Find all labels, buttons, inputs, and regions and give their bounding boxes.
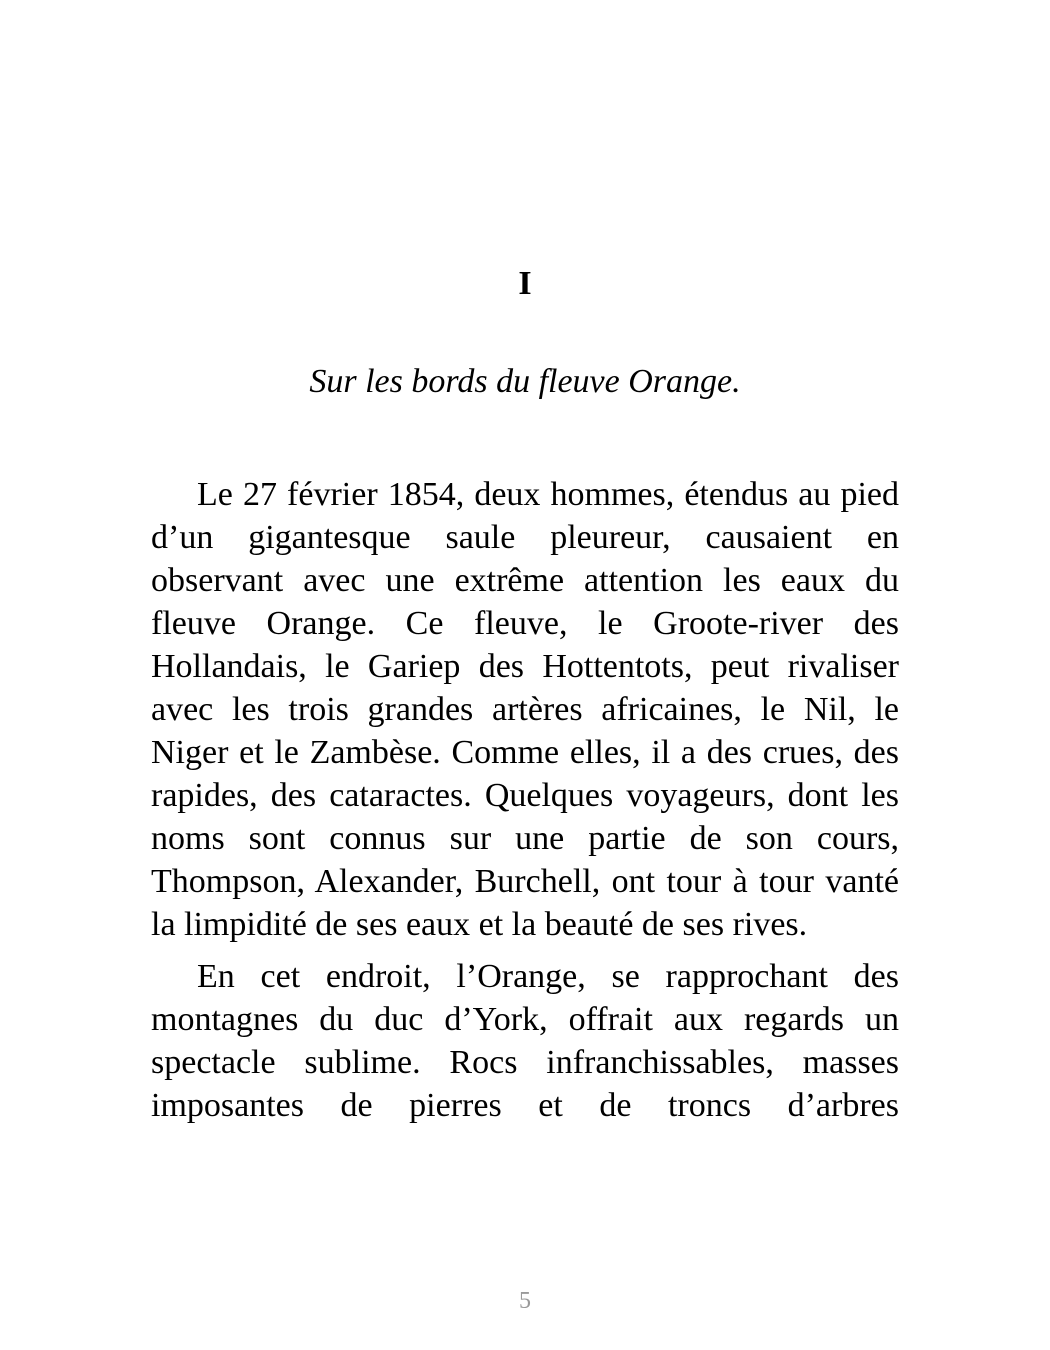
page-number: 5 bbox=[519, 1288, 531, 1314]
chapter-number: I bbox=[518, 265, 532, 302]
paragraph-1: Le 27 février 1854, deux hommes, étendus au pied d’un gigantesque saule pleureur, causaient en observant avec une extrême attention les eaux du fleuve Orange. Ce fleuve, le Groote-river des Hollandais, le Gariep des Hottentots, peut rivaliser avec les trois grandes artères africaines, le Nil, le Niger et le Zambèse. Comme elles, il a des crues, des rapides, des cataractes. Quelques voyageurs, dont les noms sont connus sur une partie de son cours, Thompson, Alexander, Burchell, ont tour à tour vanté la limpidité de ses eaux et la beauté de ses rives. bbox=[151, 476, 899, 943]
chapter-title: Sur les bords du fleuve Orange. bbox=[309, 363, 741, 400]
body-text bbox=[151, 473, 899, 1136]
paragraph-2: En cet endroit, l’Orange, se rapprochant des montagnes du duc d’York, offrait aux regards un spectacle sublime. Rocs infranchissables, masses imposantes de pierres et de troncs d’arbres bbox=[151, 958, 899, 1124]
